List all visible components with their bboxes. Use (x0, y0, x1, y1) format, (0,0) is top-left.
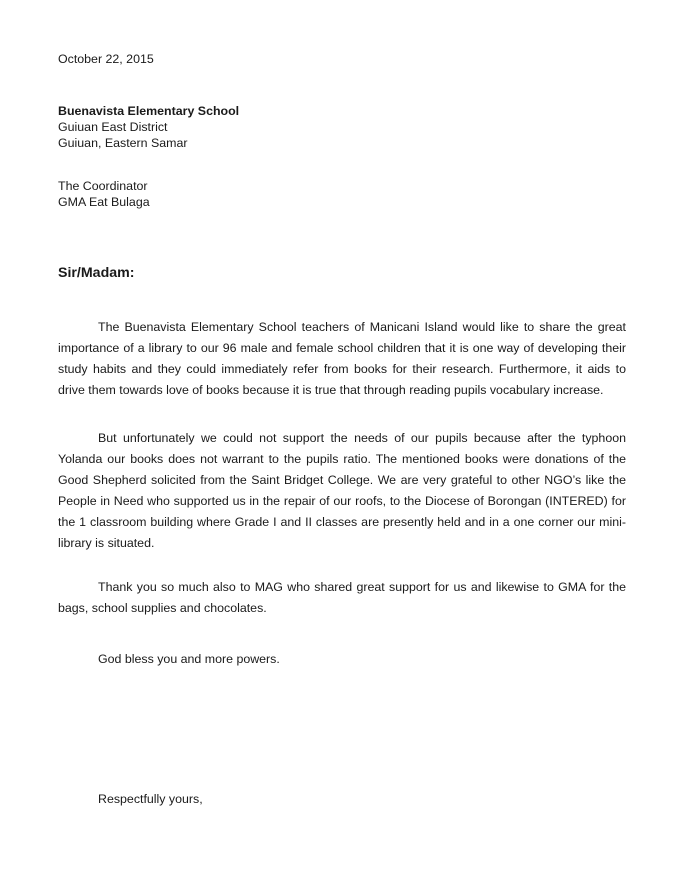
letter-date: October 22, 2015 (58, 52, 154, 66)
recipient-organization: GMA Eat Bulaga (58, 195, 150, 209)
sender-school: Buenavista Elementary School (58, 104, 240, 118)
closing: Respectfully yours, (98, 792, 203, 806)
paragraph-text: The Buenavista Elementary School teachers of Manicani Island would like to share the great importance of a library to our 96 male and female school children that it is one way of developing their study habits and they could immediately refer from books for their research. Furthermore, it aids to drive them towards love of books because it is true that through reading pupils vocabulary increase. (58, 320, 626, 397)
blessing: God bless you and more powers. (98, 652, 280, 666)
sender-district: Guiuan East District (58, 120, 168, 134)
body-paragraph-1 (58, 317, 626, 401)
body-paragraph-2 (58, 428, 626, 554)
salutation: Sir/Madam: (58, 265, 135, 281)
body-paragraph-3 (58, 577, 626, 619)
recipient-title: The Coordinator (58, 179, 148, 193)
paragraph-text: But unfortunately we could not support the needs of our pupils because after the typhoon Yolanda our books does not warrant to the pupils ratio. The mentioned books were donations of the Good Shepherd solicited from the Saint Bridget College. We are very grateful to other NGO’s like the People in Need who supported us in the repair of our roofs, to the Diocese of Borongan (INTERED) for the 1 classroom building where Grade I and II classes are presently held and in a one corner our mini-library is situated. (58, 431, 626, 550)
paragraph-text: Thank you so much also to MAG who shared great support for us and likewise to GMA for the bags, school supplies and chocolates. (58, 580, 626, 615)
sender-location: Guiuan, Eastern Samar (58, 136, 188, 150)
